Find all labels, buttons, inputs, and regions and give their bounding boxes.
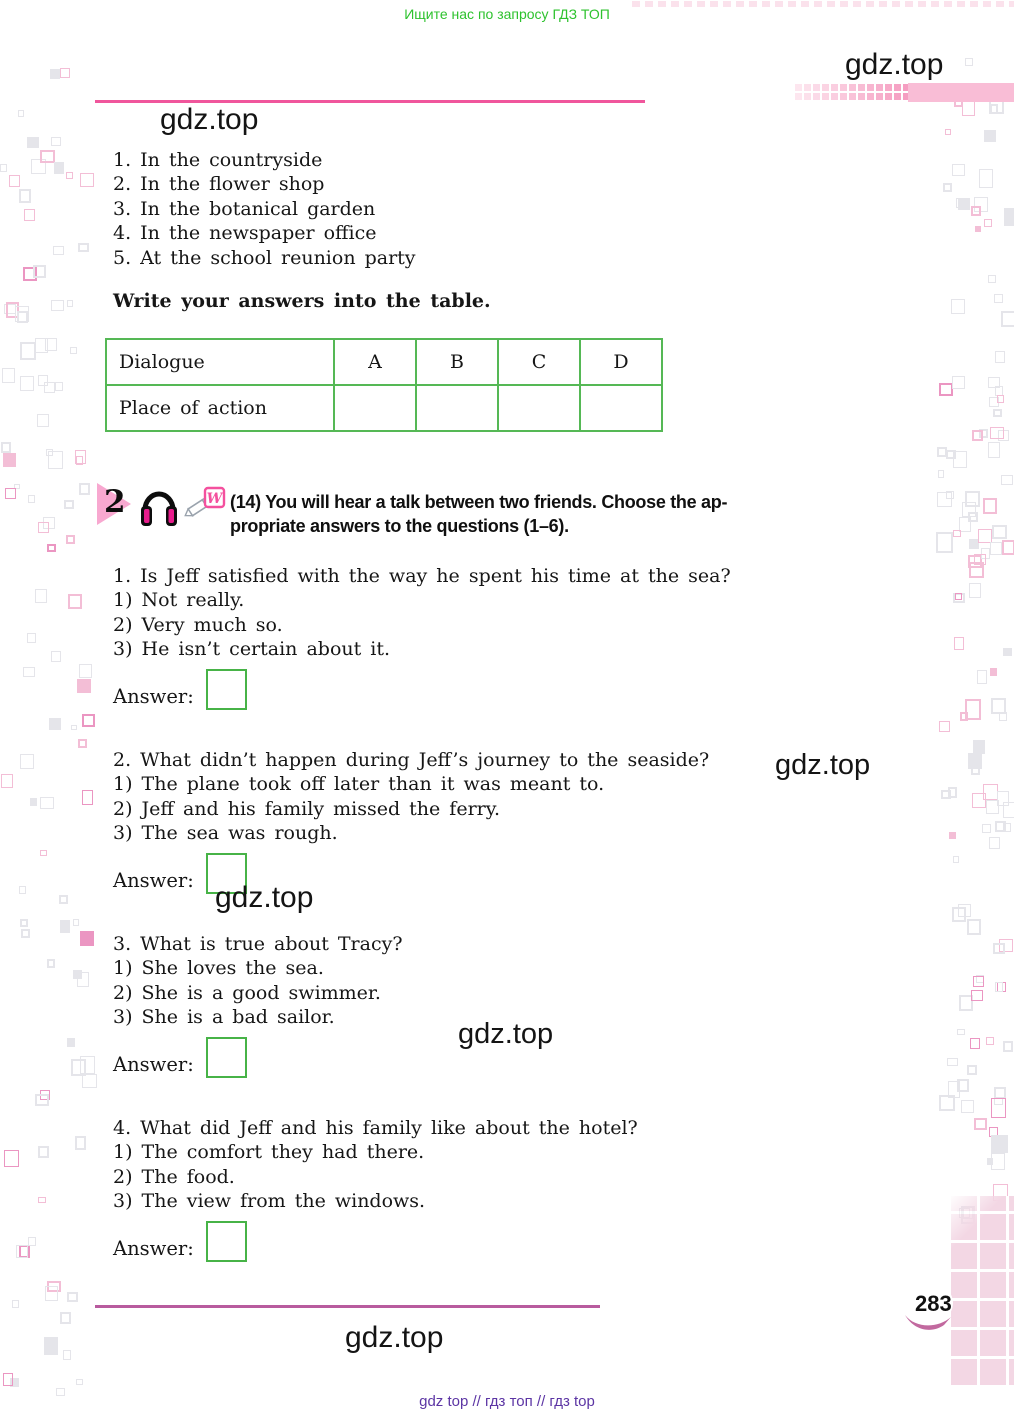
instruction-line: propriate answers to the questions (1–6). (230, 515, 569, 536)
question-text: 3. What is true about Tracy? (113, 933, 403, 955)
question-text: 1. Is Jeff satisfied with the way he spent his time at the sea? (113, 565, 731, 587)
pencil-w-icon (184, 486, 228, 522)
exercise2-instruction (230, 491, 727, 538)
question-option: 2) Jeff and his family missed the ferry. (113, 797, 501, 820)
question-block-4 (113, 1116, 833, 1262)
table-cell-answer-c[interactable] (498, 385, 580, 431)
table-header-a: A (334, 339, 416, 385)
table-cell-answer-d[interactable] (580, 385, 662, 431)
question-block-1 (113, 564, 833, 710)
page-number: 283 (915, 1291, 952, 1316)
question-option: 3) The view from the windows. (113, 1190, 426, 1213)
table-header-d: D (580, 339, 662, 385)
question-text: 4. What did Jeff and his family like about the hotel? (113, 1117, 638, 1139)
list-item: 3. In the botanical garden (113, 197, 376, 220)
answer-row (113, 1221, 833, 1262)
list-item: 1. In the countryside (113, 149, 323, 171)
svg-text:W: W (206, 491, 223, 507)
table-cell-answer-a[interactable] (334, 385, 416, 431)
table-cell-answer-b[interactable] (416, 385, 498, 431)
instruction-line: (14) You will hear a talk between two friends. Choose the ap- (230, 492, 728, 512)
answer-box-3[interactable] (206, 1037, 247, 1078)
exercise1-options-list (113, 148, 416, 270)
list-item: 4. In the newspaper office (113, 222, 377, 245)
watermark-header: gdz.top (160, 103, 259, 136)
table-header-c: C (498, 339, 580, 385)
watermark-bottom: gdz.top (345, 1321, 444, 1354)
question-option: 2) Very much so. (113, 613, 283, 636)
footer-links: gdz top // гдз топ // гдз top (419, 1393, 595, 1410)
headphones-icon (138, 482, 180, 530)
table-instruction: Write your answers into the table. (113, 290, 491, 312)
exercise-number: 2 (104, 484, 126, 520)
footer-rule (95, 1305, 600, 1308)
question-option: 1) The plane took off later than it was meant to. (113, 773, 605, 796)
answer-box-1[interactable] (206, 669, 247, 710)
watermark-mid-right: gdz.top (775, 749, 871, 781)
watermark-mid-left: gdz.top (215, 881, 314, 914)
question-option: 3) The sea was rough. (113, 822, 338, 845)
list-item: 2. In the flower shop (113, 173, 325, 196)
watermark-top-right: gdz.top (845, 48, 944, 81)
table-header-row (106, 339, 662, 385)
answer-label: Answer: (113, 684, 194, 708)
question-block-2 (113, 748, 833, 894)
answer-row (113, 669, 833, 710)
answer-label: Answer: (113, 1236, 194, 1260)
question-option: 2) The food. (113, 1165, 235, 1188)
question-text: 2. What didn’t happen during Jeff’s journey to the seaside? (113, 749, 710, 771)
watermark-center: gdz.top (458, 1018, 554, 1050)
answers-table (105, 338, 663, 432)
search-banner: Ищите нас по запросу ГДЗ ТОП (404, 6, 610, 22)
question-option: 3) She is a bad sailor. (113, 1006, 335, 1029)
list-item: 5. At the school reunion party (113, 246, 416, 269)
question-option: 1) The comfort they had there. (113, 1141, 425, 1164)
table-header-b: B (416, 339, 498, 385)
answer-box-4[interactable] (206, 1221, 247, 1262)
table-row (106, 385, 662, 431)
answer-label: Answer: (113, 1052, 194, 1076)
question-option: 3) He isn’t certain about it. (113, 638, 391, 661)
question-option: 2) She is a good swimmer. (113, 981, 381, 1004)
question-block-3 (113, 932, 833, 1078)
pink-strip-solid (908, 83, 1014, 102)
answer-label: Answer: (113, 868, 194, 892)
corner-grid-decoration (948, 1196, 1014, 1388)
question-option: 1) She loves the sea. (113, 957, 324, 980)
table-header-dialogue: Dialogue (106, 339, 334, 385)
table-row-label: Place of action (106, 385, 334, 431)
question-option: 1) Not really. (113, 589, 245, 612)
